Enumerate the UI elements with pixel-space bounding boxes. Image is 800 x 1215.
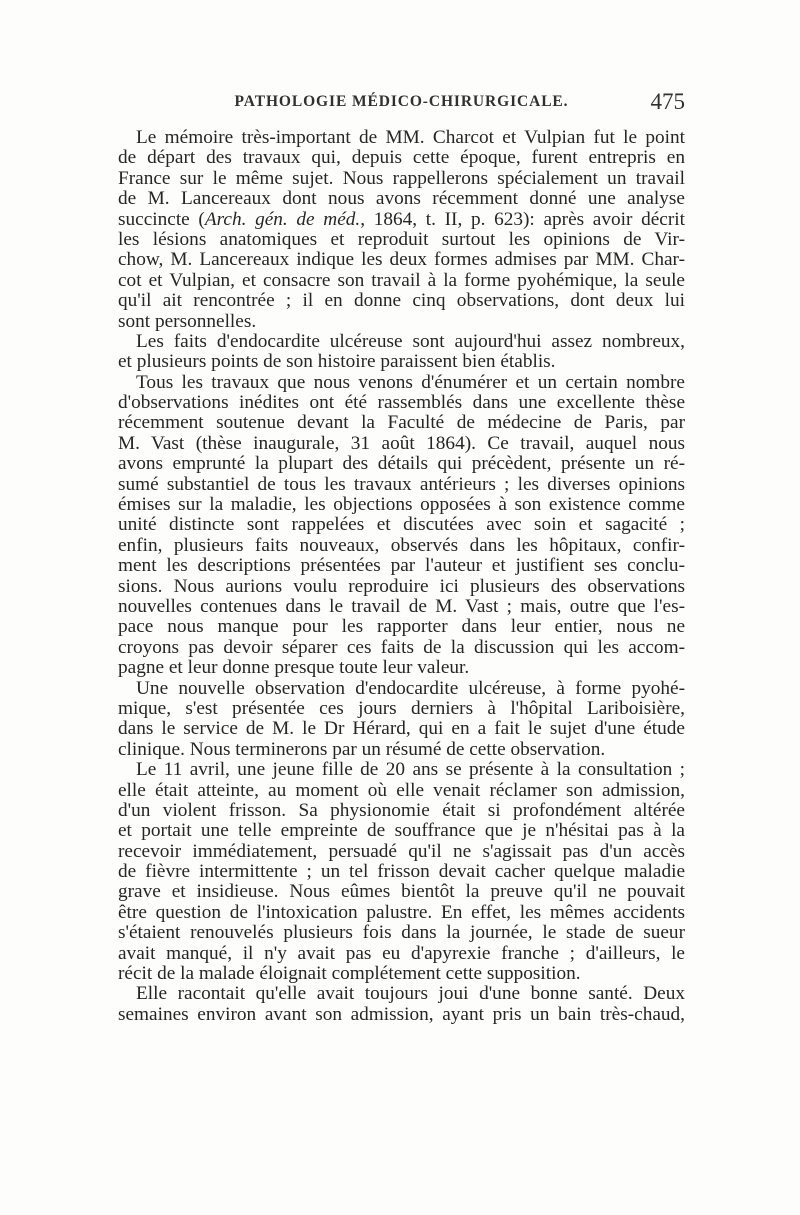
text-line: de départ des travaux qui, depuis cette époque, furent entrepris en — [118, 147, 685, 169]
text-line: enfin, plusieurs faits nouveaux, observés dans les hôpitaux, confir- — [118, 534, 685, 556]
text-line: être question de l'intoxication palustre. En effet, les mêmes accidents — [118, 901, 685, 923]
body-text — [118, 128, 685, 1025]
text-line: Le 11 avril, une jeune fille de 20 ans se présente à la consultation ; — [136, 759, 685, 781]
text-line: M. Vast (thèse inaugurale, 31 août 1864). Ce travail, auquel nous — [118, 432, 685, 454]
text-line: les lésions anatomiques et reproduit surtout les opinions de Vir- — [118, 228, 685, 250]
text-line: mique, s'est présentée ces jours derniers à l'hôpital Lariboisière, — [118, 697, 685, 719]
text-line: unité distincte sont rappelées et discutées avec soin et sagacité ; — [118, 514, 685, 536]
text-line: Tous les travaux que nous venons d'énumérer et un certain nombre — [136, 371, 685, 393]
text-line: pace nous manque pour les rapporter dans leur entier, nous ne — [118, 616, 685, 638]
text-line: grave et insidieuse. Nous eûmes bientôt la preuve qu'il ne pouvait — [118, 881, 685, 903]
text-line: semaines environ avant son admission, ayant pris un bain très-chaud, — [118, 1003, 685, 1025]
text-line: croyons pas devoir séparer ces faits de la discussion qui les accom- — [118, 636, 685, 658]
text-line: pagne et leur donne presque toute leur valeur. — [118, 657, 470, 679]
text-line: succincte (Arch. gén. de méd., 1864, t. II, p. 623): après avoir décrit — [118, 208, 685, 230]
text-line: recevoir immédiatement, persuadé qu'il ne s'agissait pas d'un accès — [118, 840, 685, 862]
text-line: cot et Vulpian, et consacre son travail à la forme pyohémique, la seule — [118, 269, 685, 291]
text-line: nouvelles contenues dans le travail de M. Vast ; mais, outre que l'es- — [118, 595, 685, 617]
text-line: récemment soutenue devant la Faculté de médecine de Paris, par — [118, 412, 685, 434]
text-line: dans le service de M. le Dr Hérard, qui en a fait le sujet d'une étude — [118, 718, 685, 740]
text-line: sumé substantiel de tous les travaux antérieurs ; les diverses opinions — [118, 473, 685, 495]
page-number: 475 — [650, 89, 685, 114]
text-line: de fièvre intermittente ; un tel frisson devait cacher quelque maladie — [118, 861, 685, 883]
text-line: elle était atteinte, au moment où elle venait réclamer son admission, — [118, 779, 685, 801]
text-line: Les faits d'endocardite ulcéreuse sont aujourd'hui assez nombreux, — [136, 330, 685, 352]
text-line: sions. Nous aurions voulu reproduire ici plusieurs des observations — [118, 575, 685, 597]
running-head-title: PATHOLOGIE MÉDICO-CHIRURGICALE. — [234, 93, 569, 110]
text-line: de M. Lancereaux dont nous avons récemment donné une analyse — [118, 188, 685, 210]
text-line: clinique. Nous terminerons par un résumé de cette observation. — [118, 738, 606, 760]
text-line: avons emprunté la plupart des détails qui précèdent, présente un ré- — [118, 453, 685, 475]
text-line: qu'il ait rencontrée ; il en donne cinq observations, dont deux lui — [118, 290, 685, 312]
text-line: Elle racontait qu'elle avait toujours joui d'une bonne santé. Deux — [136, 983, 685, 1005]
running-head — [118, 89, 685, 119]
text-line: chow, M. Lancereaux indique les deux formes admises par MM. Char- — [118, 249, 685, 271]
text-line: s'étaient renouvelés plusieurs fois dans la journée, le stade de sueur — [118, 922, 685, 944]
text-line: émises sur la maladie, les objections opposées à son existence comme — [118, 494, 685, 516]
text-line: sont personnelles. — [118, 310, 257, 332]
text-line: d'un violent frisson. Sa physionomie était si profondément altérée — [118, 799, 685, 821]
text-line: ment les descriptions présentées par l'auteur et justifient ses conclu- — [118, 555, 685, 577]
text-line: d'observations inédites ont été rassemblés dans une excellente thèse — [118, 392, 685, 414]
text-line: Une nouvelle observation d'endocardite ulcéreuse, à forme pyohé- — [136, 677, 685, 699]
text-line: Le mémoire très-important de MM. Charcot et Vulpian fut le point — [136, 127, 685, 148]
text-line: avait manqué, il n'y avait pas eu d'apyrexie franche ; d'ailleurs, le — [118, 942, 685, 964]
text-line: et plusieurs points de son histoire paraissent bien établis. — [118, 351, 556, 373]
text-line: et portait une telle empreinte de souffrance que je n'hésitai pas à la — [118, 820, 685, 842]
text-line: récit de la malade éloignait complétement cette supposition. — [118, 963, 581, 985]
text-line: France sur le même sujet. Nous rappellerons spécialement un travail — [118, 167, 685, 189]
